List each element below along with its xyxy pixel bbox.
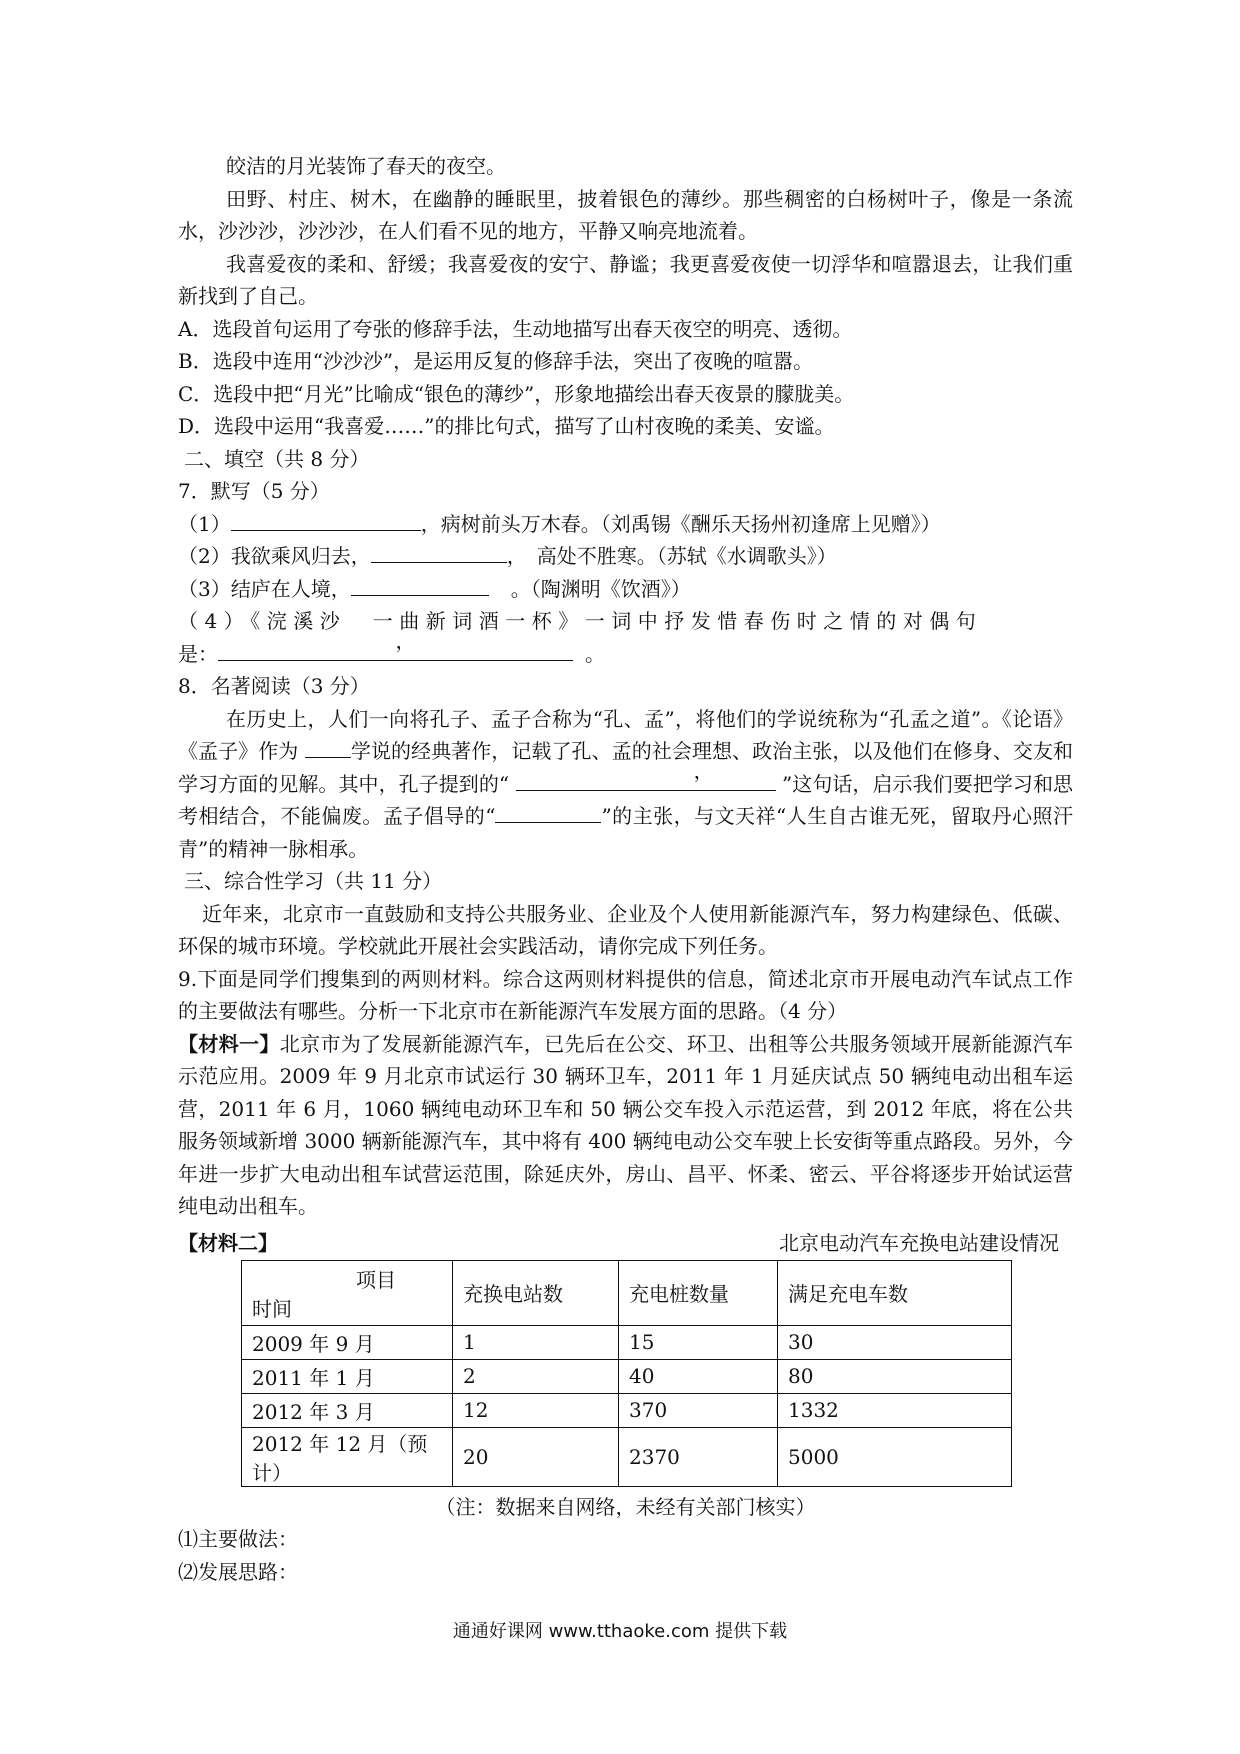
question-title: 7．默写（5 分） [178,479,330,503]
table-row [242,1359,1012,1393]
material-one [178,1028,1073,1223]
table-cell: 2012 年 3 月 [242,1393,453,1427]
corner-label-bottom: 时间 [252,1296,292,1321]
table-header-row [242,1260,1012,1325]
corner-label-top: 项目 [356,1267,396,1292]
table-cell: 40 [619,1359,778,1393]
fill-suffix: ，病树前头万木春。（刘禹锡《酬乐天扬州初逢席上见赠》） [420,511,941,536]
fill-line [178,540,1073,573]
answer-blank[interactable] [305,735,351,758]
table-cell: 1332 [778,1393,1012,1427]
fill-line: （4）《浣溪沙 一曲新词酒一杯》一词中抒发惜春伤时之情的对偶句 [178,609,983,633]
answer-blank[interactable] [516,759,776,791]
fill-line [178,508,1073,541]
column-header: 满足充电车数 [778,1260,1012,1325]
table-note: （注：数据来自网络，未经有关部门核实） [435,1494,816,1519]
table-title: 北京电动汽车充换电站建设情况 [779,1230,1059,1255]
answer-blank[interactable] [495,800,601,823]
table-cell: 20 [453,1427,619,1486]
section-heading: 二、填空（共 8 分） [184,446,370,471]
table-cell: 2370 [619,1427,778,1486]
section-heading: 三、综合性学习（共 11 分） [184,869,443,893]
fill-suffix: 。 [585,641,605,666]
option-a: A．选段首句运用了夸张的修辞手法，生动地描写出春天夜空的明亮、透彻。 [178,316,853,341]
reading-text: ”的主张，与文天祥“人生自古谁无死，留取丹心照汗青”的精神一脉相承。 [178,804,1073,861]
column-header: 充换电站数 [453,1260,619,1325]
table-row [242,1393,1012,1427]
option-b: B．选段中连用“沙沙沙”，是运用反复的修辞手法，突出了夜晚的喧嚣。 [178,349,814,373]
reading-text: 在历史上，人们一向将孔子、孟子合称为“孔、孟”，将他们的学说统称为“孔孟之道”。《论语》《孟子》作为 [178,706,1073,763]
blank-comma: ， [395,629,416,653]
section-intro: 近年来，北京市一直鼓励和支持公共服务业、企业及个人使用新能源汽车，努力构建绿色、低碳、环保的城市环境。学校就此开展社会实践活动，请你完成下列任务。 [178,901,1073,958]
option-d: D．选段中运用“我喜爱……”的排比句式，描写了山村夜晚的柔美、安谧。 [178,414,835,438]
question-9: 9.下面是同学们搜集到的两则材料。综合这两则材料提供的信息，简述北京市开展电动汽车试点工作的主要做法有哪些。分析一下北京市在新能源汽车发展方面的思路。（4 分） [178,966,1073,1023]
table-cell: 2011 年 1 月 [242,1359,453,1393]
answer-blank[interactable] [371,540,507,563]
question-title: 8．名著阅读（3 分） [178,674,370,698]
fill-suffix: ， 高处不胜寒。（苏轼《水调歌头》） [506,544,837,568]
table-row [242,1427,1012,1486]
fill-prefix: 是： [178,641,218,666]
answer-blank[interactable] [351,573,489,596]
table-cell: 370 [619,1393,778,1427]
table-cell: 2009 年 9 月 [242,1325,453,1359]
material-label: 【材料一】 [178,1031,280,1056]
column-header: 充电桩数量 [619,1260,778,1325]
material-text: 北京市为了发展新能源汽车，已先后在公交、环卫、出租等公共服务领域开展新能源汽车示范应用。2009 年 9 月北京市试运行 30 辆环卫车，2011 年 1 月延庆试点 50 辆纯电动出租车运营，2011 年 6 月，1060 辆纯电动环卫车和 50 辆公交车投入示范运营，到 2012 年底，将在公共服务领域新增 3000 辆新能源汽车，其中将有 400 辆纯电动公交车驶上长安街等重点路段。另外，今年进一步扩大电动出租车试营运范围，除延庆外，房山、昌平、怀柔、密云、平谷将逐步开始试运营纯电动出租车。 [178,1031,1074,1218]
page-footer: 通通好课网 www.tthaoke.com 提供下载 [452,1621,788,1642]
table-cell: 2012 年 12 月（预计） [242,1427,453,1486]
blank-comma: ， [693,759,714,783]
reading-text: ”这句话，启示我们要把学习和思考相结合，不能偏废。孟子倡导的“ [178,771,1074,828]
fill-prefix: （1） [178,511,231,536]
table-cell: 80 [778,1359,1012,1393]
reading-text: 学说的经典著作，记载了孔、孟的社会理想、政治主张，以及他们在修身、交友和学习方面的见解。其中，孔子提到的“ [178,739,1074,796]
passage-paragraph: 我喜爱夜的柔和、舒缓；我喜爱夜的安宁、静谧；我更喜爱夜使一切浮华和喧嚣退去，让我们重新找到了自己。 [178,251,1073,308]
option-c: C．选段中把“月光”比喻成“银色的薄纱”，形象地描绘出春天夜景的朦胧美。 [178,381,855,406]
table-cell: 30 [778,1325,1012,1359]
material-label: 【材料二】 [178,1230,278,1255]
answer-blank[interactable] [218,629,573,661]
fill-prefix: （3）结庐在人境， [178,576,351,601]
table-cell: 1 [453,1325,619,1359]
table-cell: 5000 [778,1427,1012,1486]
fill-line [178,629,1073,671]
passage-paragraph: 田野、村庄、树木，在幽静的睡眠里，披着银色的薄纱。那些稠密的白杨树叶子，像是一条流水，沙沙沙，沙沙沙，在人们看不见的地方，平静又响亮地流着。 [178,186,1073,243]
answer-blank[interactable] [231,508,421,531]
reading-paragraph [178,703,1073,866]
charging-station-table [241,1260,1012,1487]
material-two-header [178,1227,1073,1256]
document-page [178,150,1073,1588]
answer-prompt: ⑴主要做法： [178,1527,298,1551]
table-cell: 12 [453,1393,619,1427]
answer-prompt: ⑵发展思路： [178,1559,298,1584]
fill-prefix: （2）我欲乘风归去， [178,544,371,568]
fill-suffix: 。（陶渊明《饮酒》） [510,576,691,601]
table-cell: 2 [453,1359,619,1393]
table-cell: 15 [619,1325,778,1359]
passage-paragraph: 皎洁的月光装饰了春天的夜空。 [226,154,506,178]
fill-line [178,573,1073,606]
table-corner-cell [242,1260,453,1325]
table-row [242,1325,1012,1359]
